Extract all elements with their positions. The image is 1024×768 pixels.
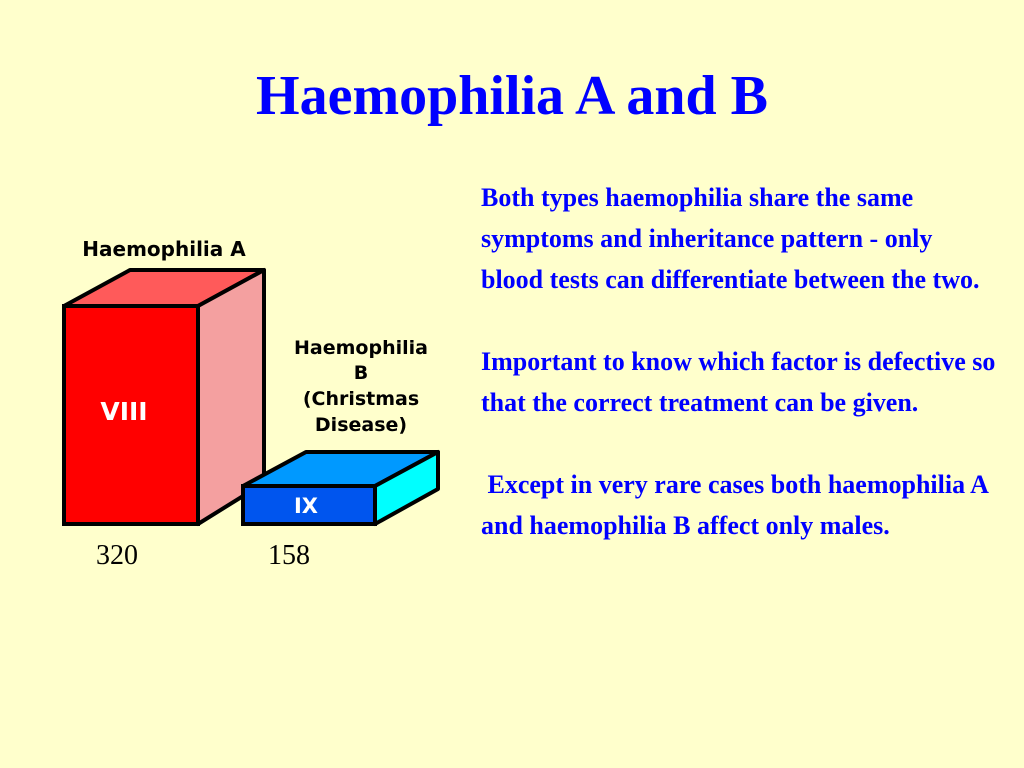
value-label-haemophilia-b: 158	[268, 540, 310, 571]
paragraph-factor-treatment: Important to know which factor is defective so that the correct treatment can be given.	[481, 347, 1002, 417]
chart-svg	[40, 222, 460, 542]
category-label-haemophilia-b-line-4: Disease)	[314, 414, 408, 436]
category-label-haemophilia-b-line-1: Haemophilia	[294, 337, 428, 359]
slide-body-text	[481, 177, 1002, 546]
haemophilia-bar-chart	[40, 222, 460, 542]
slide-title: Haemophilia A and B	[256, 65, 768, 127]
value-label-haemophilia-a: 320	[96, 540, 138, 571]
paragraph-shared-symptoms: Both types haemophilia share the same symptoms and inheritance pattern - only blood tests can differentiate between the two.	[481, 183, 980, 294]
category-label-haemophilia-b-line-3: (Christmas	[302, 388, 420, 410]
category-label-haemophilia-b-line-2: B	[353, 362, 369, 384]
paragraph-affects-males: Except in very rare cases both haemophilia A and haemophilia B affect only males.	[481, 470, 995, 540]
category-label-haemophilia-a: Haemophilia A	[82, 237, 246, 261]
bar-label-ix: IX	[293, 494, 319, 518]
bar-label-viii: VIII	[100, 397, 148, 426]
